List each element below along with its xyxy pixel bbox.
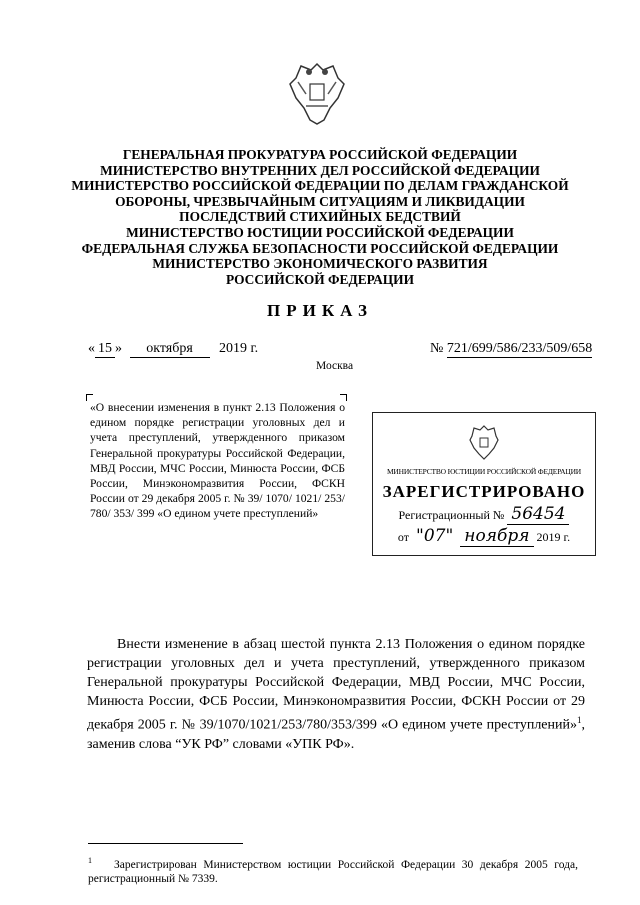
quote-open: «: [88, 341, 95, 356]
stamp-reg-label: Регистрационный №: [398, 508, 505, 522]
org-line: МИНИСТЕРСТВО ЮСТИЦИИ РОССИЙСКОЙ ФЕДЕРАЦИИ: [126, 224, 514, 240]
city: Москва: [316, 360, 354, 372]
date-month: октября: [130, 341, 210, 358]
org-line: ГЕНЕРАЛЬНАЯ ПРОКУРАТУРА РОССИЙСКОЙ ФЕДЕРАЦИИ: [122, 147, 518, 162]
footnote-ref[interactable]: 1: [577, 715, 582, 725]
org-line: ФЕДЕРАЛЬНАЯ СЛУЖБА БЕЗОПАСНОСТИ РОССИЙСКОЙ ФЕДЕРАЦИИ: [81, 240, 559, 256]
footnote-mark: 1: [88, 856, 92, 865]
date-day: 15: [95, 341, 115, 358]
stamp-date-year: 2019 г.: [536, 530, 571, 544]
number-sign: №: [430, 341, 444, 356]
order-number: [430, 341, 592, 358]
stamp-date-prefix: от: [397, 530, 410, 544]
footnote-text: Зарегистрирован Министерством юстиции Российской Федерации 30 декабря 2005 года, регистрационный № 7339.: [88, 858, 578, 886]
footnote-divider: [88, 843, 243, 844]
stamp-date-line: [373, 526, 595, 546]
stamp-org: МИНИСТЕРСТВО ЮСТИЦИИ РОССИЙСКОЙ ФЕДЕРАЦИИ: [386, 467, 582, 476]
org-line: ПОСЛЕДСТВИЙ СТИХИЙНЫХ БЕДСТВИЙ: [179, 209, 461, 225]
issuing-organizations: [60, 147, 580, 287]
org-line: МИНИСТЕРСТВО ЭКОНОМИЧЕСКОГО РАЗВИТИЯ: [152, 256, 488, 272]
order-date: [88, 341, 258, 358]
date-year: 2019 г.: [219, 341, 259, 356]
body-text-end: , заменив слова “УК РФ” словами «УПК РФ».: [87, 717, 585, 752]
stamp-reg-number: 56454: [507, 504, 569, 525]
document-title: ПРИКАЗ: [267, 301, 373, 320]
coat-of-arms-emblem: [286, 58, 348, 126]
stamp-registered: ЗАРЕГИСТРИРОВАНО: [382, 482, 586, 501]
body-text: Внести изменение в абзац шестой пункта 2.13 Положения о едином порядке регистрации уголовных дел и учета преступлений, утвержденного приказом Генеральной прокуратуры Российской Федерации, МВД России, МЧС России, Минюста России, ФСБ России, Минэкономразвития России, ФСКН России от 29 декабря 2005 г. № 39/1070/1021/253/780/353/399 «О едином учете преступлений»: [87, 637, 585, 733]
org-line: МИНИСТЕРСТВО ВНУТРЕННИХ ДЕЛ РОССИЙСКОЙ ФЕДЕРАЦИИ: [100, 162, 540, 178]
org-line: РОССИЙСКОЙ ФЕДЕРАЦИИ: [225, 271, 415, 287]
quote-close: »: [115, 341, 122, 356]
org-line: МИНИСТЕРСТВО РОССИЙСКОЙ ФЕДЕРАЦИИ ПО ДЕЛАМ ГРАЖДАНСКОЙ: [71, 178, 569, 194]
stamp-reg-number-line: [373, 504, 595, 524]
org-line: ОБОРОНЫ, ЧРЕЗВЫЧАЙНЫМ СИТУАЦИЯМ И ЛИКВИДАЦИИ: [115, 193, 525, 209]
stamp-emblem-icon: [469, 423, 499, 461]
order-subject: «О внесении изменения в пункт 2.13 Положения о едином порядке регистрации уголовных дел и учета преступлений, утвержденного приказом Генеральной прокуратуры Российской Федерации, МВД России, МЧС России, Минюста России, ФСБ России, Минэкономразвития России, ФСКН России от 29 декабря 2005 г. № 39/ 1070/ 1021/ 253/ 780/ 353/ 399 «О едином учете преступлений»: [90, 401, 345, 521]
footnote: [88, 854, 578, 887]
stamp-date-month: ноября: [460, 526, 533, 547]
order-body: [87, 635, 585, 754]
number-value: 721/699/586/233/509/658: [446, 341, 593, 356]
registration-stamp: [372, 412, 596, 556]
stamp-date-day: "07": [416, 526, 454, 546]
